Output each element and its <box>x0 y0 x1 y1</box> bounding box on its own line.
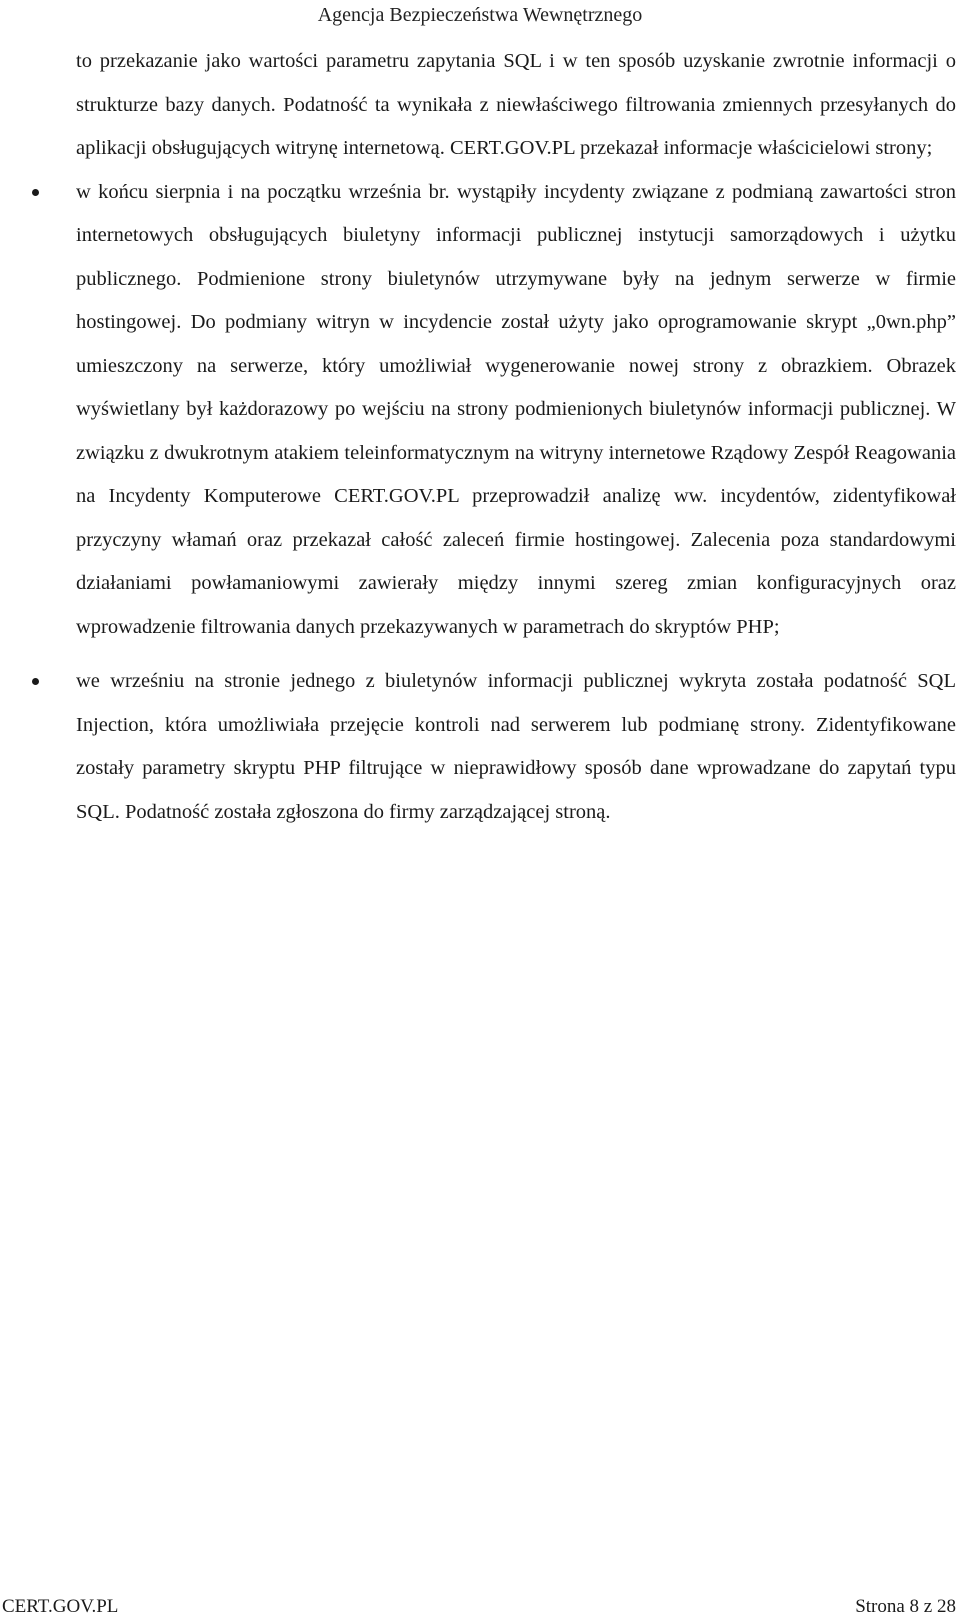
intro-paragraph: to przekazanie jako wartości parametru zapytania SQL i w ten sposób uzyskanie zwrotnie informacji o strukturze bazy danych. Podatność ta wynikała z niewłaściwego filtrowania zmiennych przesyłanych do aplikacji obsługujących witrynę internetową. CERT.GOV.PL przekazał informacje właścicielowi strony; <box>76 50 956 159</box>
footer-organization: CERT.GOV.PL <box>2 1596 119 1617</box>
bullet-list <box>76 171 956 835</box>
bullet-item-defacement <box>76 171 956 650</box>
page-footer <box>0 1593 960 1620</box>
bullet-text: w końcu sierpnia i na początku września br. wystąpiły incydenty związane z podmianą zawartości stron internetowych obsługujących biuletyny informacji publicznej instytucji samorządowych i użytku publicznego. Podmienione strony biuletynów utrzymywane były na jednym serwerze w firmie hostingowej. Do podmiany witryn w incydencie został użyty jako oprogramowanie skrypt „0wn.php” umieszczony na serwerze, który umożliwiał wygenerowanie nowej strony z obrazkiem. Obrazek wyświetlany był każdorazowy po wejściu na strony podmienionych biuletynów informacji publicznej. W związku z dwukrotnym atakiem teleinformatycznym na witryny internetowe Rządowy Zespół Reagowania na Incydenty Komputerowe CERT.GOV.PL przeprowadził analizę ww. incydentów, zidentyfikował przyczyny włamań oraz przekazał całość zaleceń firmie hostingowej. Zalecenia poza standardowymi działaniami powłamaniowymi zawierały między innymi szereg zmian konfiguracyjnych oraz wprowadzenie filtrowania danych przekazywanych w parametrach do skryptów PHP; <box>76 180 956 638</box>
bullet-item-sql-injection <box>76 660 956 834</box>
bullet-dot-icon <box>32 189 39 196</box>
document-body <box>76 40 956 834</box>
bullet-dot-icon <box>32 678 39 685</box>
bullet-text: we wrześniu na stronie jednego z biuletynów informacji publicznej wykryta została podatność SQL Injection, która umożliwiała przejęcie kontroli nad serwerem lub podmianę strony. Zidentyfikowane zostały parametry skryptu PHP filtrujące w nieprawidłowy sposób dane wprowadzane do zapytań typu SQL. Podatność została zgłoszona do firmy zarządzającej stroną. <box>76 670 956 823</box>
page-number: Strona 8 z 28 <box>855 1596 956 1617</box>
page-header: Agencja Bezpieczeństwa Wewnętrznego <box>317 4 643 26</box>
